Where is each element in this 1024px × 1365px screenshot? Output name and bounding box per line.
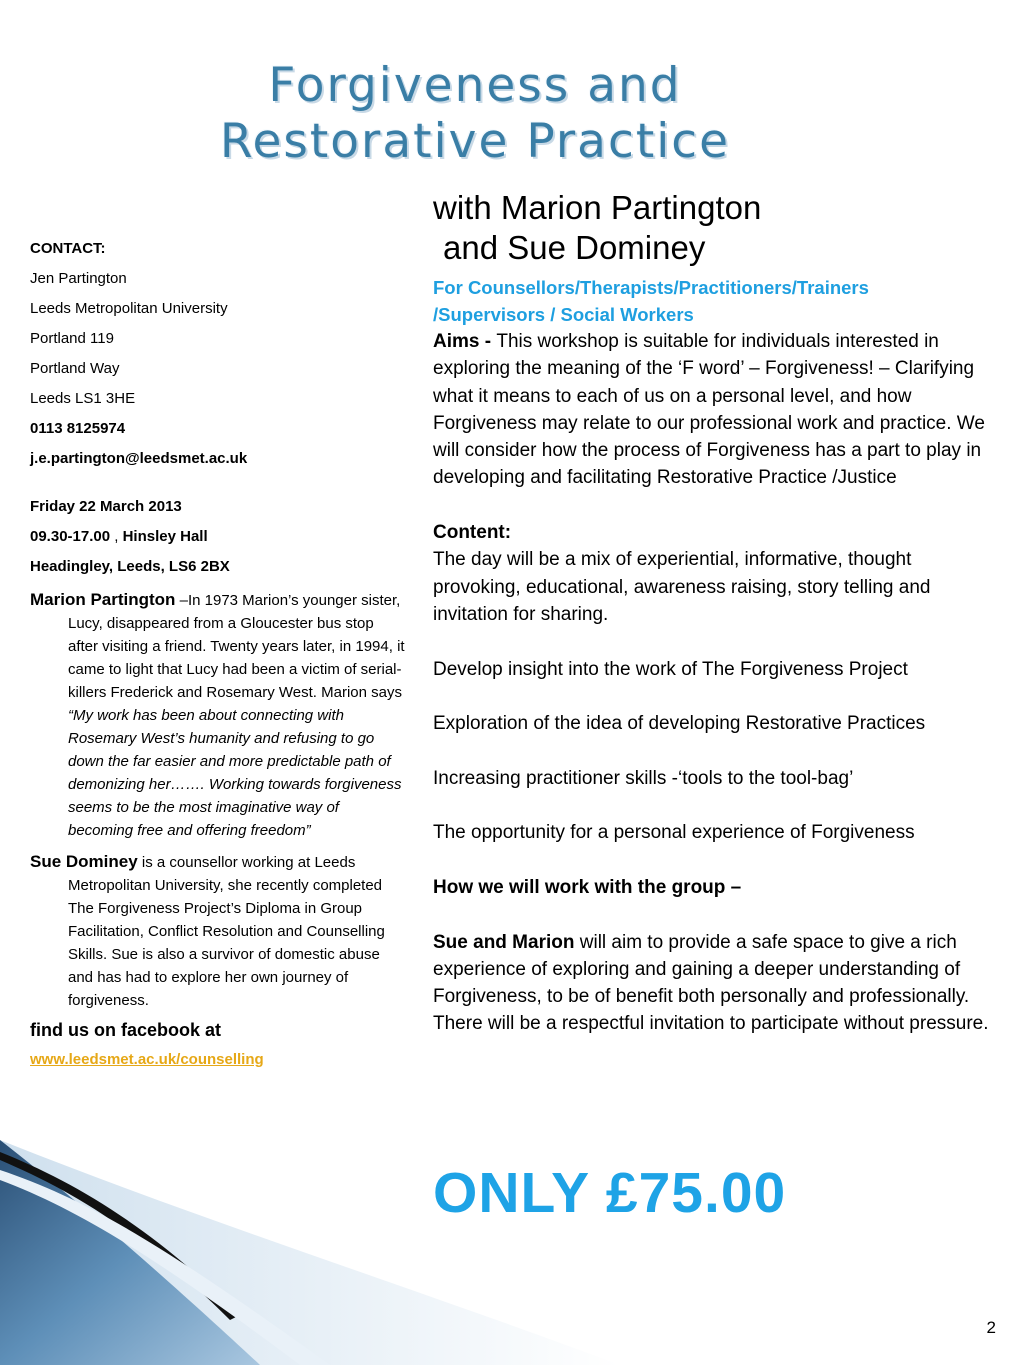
event-time: 09.30-17.00 [30,528,111,545]
marion-dash: – [175,592,188,609]
contact-city: Leeds LS1 3HE [30,390,136,407]
content-label: Content: [433,522,512,544]
marion-bio [30,588,405,842]
marion-name: Marion Partington [30,590,176,609]
with-line-1: with Marion Partington [433,189,762,226]
contact-heading: CONTACT: [30,240,106,257]
contact-street: Portland Way [30,360,120,377]
event-separator: , [110,528,123,545]
aims-paragraph [433,328,1003,492]
audience-line-1: For Counsellors/Therapists/Practitioners/Trainers [433,277,869,298]
page-number: 2 [986,1318,996,1337]
point-4: The opportunity for a personal experience of Forgiveness [433,822,915,844]
sue-bio [30,850,405,1012]
contact-org: Leeds Metropolitan University [30,300,228,317]
event-time-venue [30,528,405,546]
contact-phone: 0113 8125974 [30,420,126,437]
how-heading: How we will work with the group – [433,876,742,898]
how-text: will aim to provide a safe space to give a rich experience of exploring and gaining a deeper understanding of Forgiveness, to be of benefit both personally and professionally. There will be a respectful invitation to participate without pressure. [433,931,989,1035]
left-column [30,240,405,1068]
right-column [433,188,1003,1038]
facebook-text: find us on facebook at [30,1020,222,1040]
sue-name: Sue Dominey [30,852,138,871]
audience-line-2: /Supervisors / Social Workers [433,304,694,325]
how-names: Sue and Marion [433,931,575,953]
price: ONLY £75.00 [433,1161,787,1225]
contact-name: Jen Partington [30,270,127,287]
aims-label: Aims - [433,331,497,352]
point-2: Exploration of the idea of developing Restorative Practices [433,713,926,735]
how-paragraph [433,929,1003,1038]
contact-email: j.e.partington@leedsmet.ac.uk [30,450,248,467]
aims-text: This workshop is suitable for individuals interested in exploring the meaning of the ‘F word’ – Forgiveness! – Clarifying what it means to each of us on a personal level, and how Forgiveness may relate to our professional work and practice. We will consider how the process of Forgiveness has a part to play in developing and facilitating Restorative Practice /Justice [433,331,985,489]
marion-quote: “My work has been about connecting with Rosemary West’s humanity and refusing to go down the far easier and more predictable path of demonizing her……. Working towards forgiveness seems to be the most imaginative way of becoming free and offering freedom” [68,707,402,839]
with-line-2: and Sue Dominey [443,229,706,266]
title-line-1: Forgiveness and [268,58,682,113]
page-title [150,58,800,170]
title-line-2: Restorative Practice [219,114,731,169]
counselling-link[interactable]: www.leedsmet.ac.uk/counselling [30,1051,264,1068]
event-date: Friday 22 March 2013 [30,498,182,515]
event-address: Headingley, Leeds, LS6 2BX [30,558,230,575]
content-text: The day will be a mix of experiential, informative, thought provoking, educational, awareness raising, story telling and invitation for sharing. [433,549,931,625]
sue-text: is a counsellor working at Leeds Metropolitan University, she recently completed The Forgiveness Project’s Diploma in Group Facilitation, Conflict Resolution and Counselling Skills. Sue is also a survivor of domestic abuse and has had to explore her own journey of forgiveness. [68,854,385,1009]
point-1: Develop insight into the work of The Forgiveness Project [433,658,908,680]
contact-room: Portland 119 [30,330,114,347]
marion-text: In 1973 Marion’s younger sister, Lucy, disappeared from a Gloucester bus stop after visiting a friend. Twenty years later, in 1994, it came to light that Lucy had been a victim of serial-killers Frederick and Rosemary West. Marion says [68,592,405,701]
point-3: Increasing practitioner skills -‘tools to the tool-bag’ [433,767,854,789]
event-venue: Hinsley Hall [122,528,208,545]
